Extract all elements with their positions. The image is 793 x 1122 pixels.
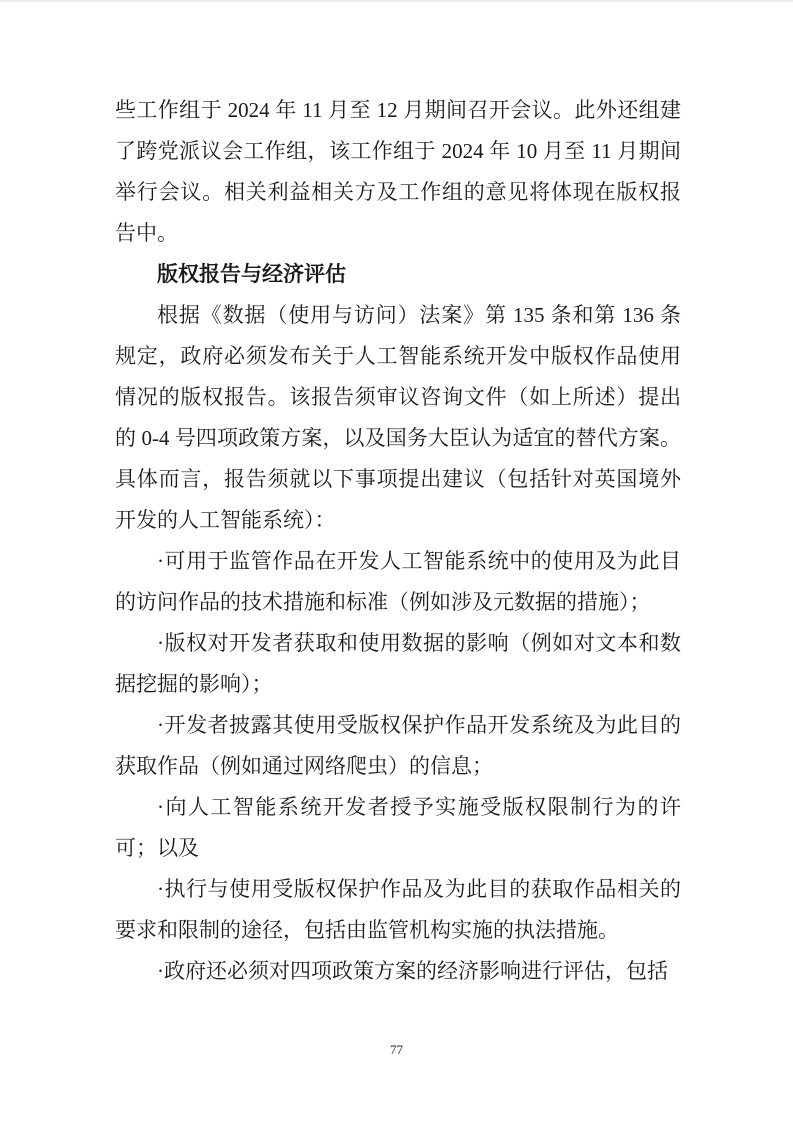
bullet-paragraph: ·执行与使用受版权保护作品及为此目的获取作品相关的要求和限制的途径，包括由监管机构实施的执法措施。 [115, 877, 681, 942]
page-top-edge [0, 0, 793, 2]
bullet-paragraph: ·向人工智能系统开发者授予实施受版权限制行为的许可；以及 [115, 795, 681, 860]
page-number: 77 [390, 1042, 403, 1057]
bullet-paragraph: ·政府还必须对四项政策方案的经济影响进行评估，包括 [157, 959, 668, 983]
section-heading: 版权报告与经济评估 [157, 262, 346, 286]
bullet-paragraph: ·可用于监管作品在开发人工智能系统中的使用及为此目的访问作品的技术措施和标准（例如涉及元数据的措施）； [115, 549, 681, 614]
body-paragraph: 根据《数据（使用与访问）法案》第 135 条和第 136 条规定，政府必须发布关于人工智能系统开发中版权作品使用情况的版权报告。该报告须审议咨询文件（如上所述）提出的 0-4 号四项政策方案，以及国务大臣认为适宜的替代方案。具体而言，报告须就以下事项提出建议（包括针对英国境外开发的人工智能系统）： [115, 303, 681, 532]
document-body [115, 90, 681, 992]
bullet-paragraph: ·版权对开发者获取和使用数据的影响（例如对文本和数据挖掘的影响）； [115, 631, 681, 696]
body-paragraph: 些工作组于 2024 年 11 月至 12 月期间召开会议。此外还组建了跨党派议会工作组，该工作组于 2024 年 10 月至 11 月期间举行会议。相关利益相关方及工作组的意见将体现在版权报告中。 [115, 98, 682, 245]
bullet-paragraph: ·开发者披露其使用受版权保护作品开发系统及为此目的获取作品（例如通过网络爬虫）的信息； [115, 713, 681, 778]
